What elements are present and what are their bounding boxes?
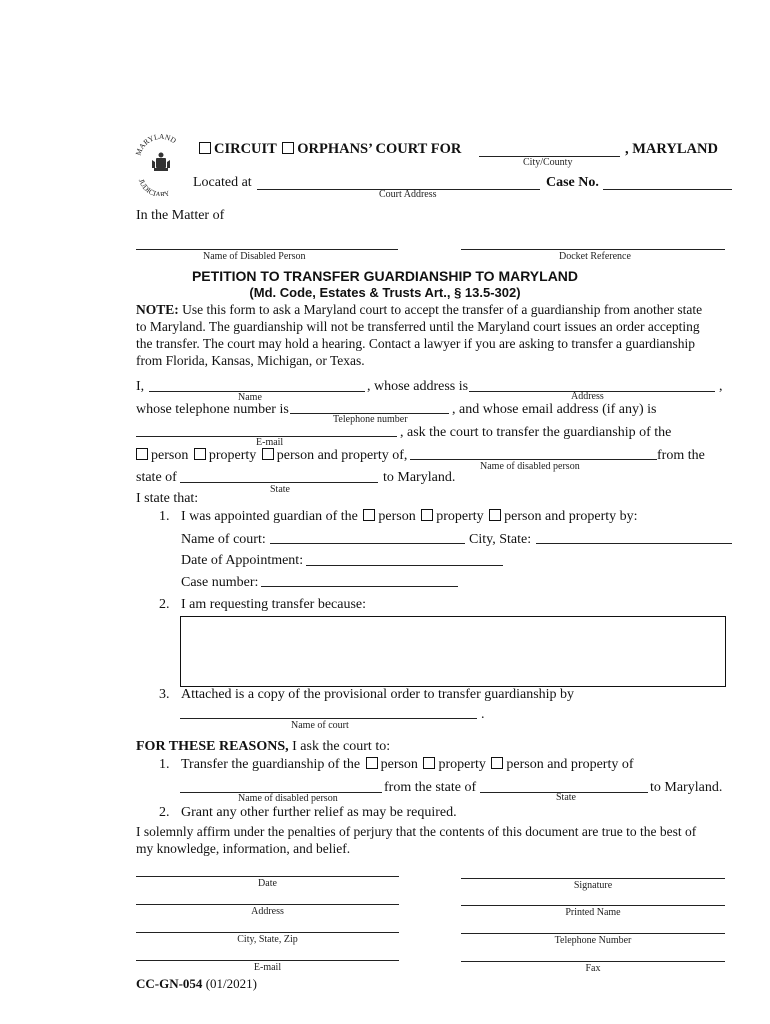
person-checkbox[interactable] (136, 448, 148, 460)
whose-address-label: , whose address is (367, 379, 469, 394)
reason-property-checkbox[interactable] (423, 757, 435, 769)
note-text-1: Use this form to ask a Maryland court to accept the transfer of a guardianship from another state (178, 302, 703, 317)
name-of-court-field[interactable] (270, 543, 465, 544)
orphans-court-label: ORPHANS’ COURT FOR (297, 141, 462, 157)
maryland-judiciary-seal (134, 134, 188, 196)
sig-email-caption: E-mail (253, 962, 282, 973)
city-state-zip-field[interactable] (136, 932, 399, 933)
fax-field[interactable] (461, 961, 725, 962)
whose-phone-label: whose telephone number is (136, 402, 289, 417)
case-no-label: Case No. (546, 175, 599, 190)
signature-caption: Signature (573, 880, 613, 891)
person-and-property-label: person and property of, (276, 448, 408, 463)
state-of-label: state of (136, 470, 177, 485)
telephone-number-field[interactable] (461, 933, 725, 934)
form-number (136, 976, 257, 992)
item-1-text (181, 509, 638, 525)
item-1-person-and-property-label: person and property by: (504, 509, 638, 524)
case-number-label: Case number: (181, 575, 259, 590)
from-the-label: from the (657, 448, 705, 463)
circuit-checkbox[interactable] (199, 142, 211, 154)
item-2-text: I am requesting transfer because: (181, 597, 367, 612)
reason-2-number: 2. (159, 805, 170, 820)
email-caption: E-mail (256, 437, 284, 448)
maryland-label: , MARYLAND (625, 141, 718, 157)
reason-2-text: Grant any other further relief as may be required. (181, 805, 457, 820)
reason-person-checkbox[interactable] (366, 757, 378, 769)
item-3-text: Attached is a copy of the provisional order to transfer guardianship by (181, 687, 575, 702)
reasons-label: FOR THESE REASONS, (136, 739, 289, 754)
to-maryland-label: to Maryland. (383, 470, 456, 485)
reasons-text: I ask the court to: (288, 739, 391, 754)
note-line-2: to Maryland. The guardianship will not be transferred until the Maryland court issues an order accepting (136, 319, 700, 334)
city-state-label: City, State: (469, 532, 532, 547)
reason-person-and-property-checkbox[interactable] (491, 757, 503, 769)
case-number-field[interactable] (261, 586, 458, 587)
date-caption: Date (258, 878, 277, 889)
reason-property-label: property (438, 757, 486, 772)
svg-text:JUDICIARY: JUDICIARY (136, 177, 171, 196)
reasons-intro (136, 739, 390, 755)
date-of-appointment-label: Date of Appointment: (181, 553, 304, 568)
address-field[interactable] (136, 904, 399, 905)
printed-name-field[interactable] (461, 905, 725, 906)
item-3-period: . (481, 707, 485, 722)
transfer-reason-textarea[interactable] (180, 616, 726, 687)
reason-to-maryland-label: to Maryland. (650, 780, 723, 795)
person-and-property-checkbox[interactable] (262, 448, 274, 460)
telephone-number-caption: Telephone Number (554, 935, 632, 946)
note-label: NOTE: (136, 302, 179, 317)
affirm-line-2: my knowledge, information, and belief. (136, 841, 351, 856)
docket-reference-caption: Docket Reference (559, 251, 631, 262)
whose-email-label: , and whose email address (if any) is (452, 402, 657, 417)
reason-1-label: Transfer the guardianship of the (181, 757, 361, 772)
state-caption: State (270, 484, 290, 495)
date-of-appointment-field[interactable] (306, 565, 503, 566)
address-caption: Address (571, 391, 604, 402)
property-label: property (208, 448, 257, 463)
disabled-person-name-field[interactable] (136, 249, 398, 250)
item-1-person-checkbox[interactable] (363, 509, 375, 521)
name-of-court-label: Name of court: (181, 532, 266, 547)
note-line-3: the transfer. The court may hold a hearing. Contact a lawyer if you are asking to transfer a guardianship (136, 336, 696, 351)
reason-1-text (181, 757, 634, 773)
reason-state-caption: State (556, 792, 576, 803)
person-label: person (151, 448, 189, 463)
printed-name-caption: Printed Name (565, 907, 621, 918)
name-caption: Name (238, 392, 262, 403)
date-field[interactable] (136, 876, 399, 877)
court-type-line (197, 141, 461, 158)
reason-person-label: person (380, 757, 418, 772)
sig-email-field[interactable] (136, 960, 399, 961)
located-at-label: Located at (193, 175, 252, 190)
form-subtitle: (Md. Code, Estates & Trusts Art., § 13.5-302) (249, 285, 521, 300)
item-1-label: I was appointed guardian of the (181, 509, 358, 524)
fax-caption: Fax (585, 963, 601, 974)
address-sig-caption: Address (251, 906, 284, 917)
note-line-1 (136, 302, 702, 318)
docket-reference-field[interactable] (461, 249, 725, 250)
reason-person-and-property-label: person and property of (506, 757, 634, 772)
item-1-person-and-property-checkbox[interactable] (489, 509, 501, 521)
state-of-field[interactable] (180, 482, 378, 483)
reason-1-number: 1. (159, 757, 170, 772)
item-2-number: 2. (159, 597, 170, 612)
item-1-person-label: person (378, 509, 416, 524)
ask-court-label: , ask the court to transfer the guardianship of the (400, 425, 672, 440)
note-line-4: from Florida, Kansas, Michigan, or Texas. (136, 353, 365, 368)
item-1-property-label: property (436, 509, 484, 524)
name-of-court-caption: Name of court (291, 720, 349, 731)
signature-field[interactable] (461, 878, 725, 879)
guardianship-type-line (134, 448, 407, 464)
case-no-field[interactable] (603, 189, 732, 190)
circuit-label: CIRCUIT (214, 141, 277, 157)
address-comma: , (719, 379, 723, 394)
form-revision-date: (01/2021) (202, 976, 257, 991)
reason-disabled-person-caption: Name of disabled person (238, 793, 338, 804)
i-label: I, (136, 379, 145, 394)
item-1-property-checkbox[interactable] (421, 509, 433, 521)
phone-caption: Telephone number (333, 414, 408, 425)
city-state-field[interactable] (536, 543, 732, 544)
i-state-that-label: I state that: (136, 491, 199, 506)
item-3-number: 3. (159, 687, 170, 702)
city-county-caption: City/County (523, 157, 573, 168)
from-the-state-of-label: from the state of (384, 780, 477, 795)
item-1-number: 1. (159, 509, 170, 524)
property-checkbox[interactable] (194, 448, 206, 460)
form-title: PETITION TO TRANSFER GUARDIANSHIP TO MARYLAND (191, 268, 579, 284)
disabled-person-caption: Name of Disabled Person (203, 251, 306, 262)
disabled-person-field[interactable] (410, 459, 657, 460)
orphans-court-checkbox[interactable] (282, 142, 294, 154)
form-number-code: CC-GN-054 (136, 976, 203, 991)
city-state-zip-caption: City, State, Zip (237, 934, 298, 945)
disabled-person-name-caption: Name of disabled person (480, 461, 580, 472)
in-the-matter-label: In the Matter of (136, 208, 225, 223)
svg-text:MARYLAND: MARYLAND (134, 134, 178, 157)
court-address-caption: Court Address (379, 189, 437, 200)
provisional-order-court-field[interactable] (180, 718, 477, 719)
affirm-line-1: I solemnly affirm under the penalties of perjury that the contents of this document are true to the best of (136, 824, 697, 839)
